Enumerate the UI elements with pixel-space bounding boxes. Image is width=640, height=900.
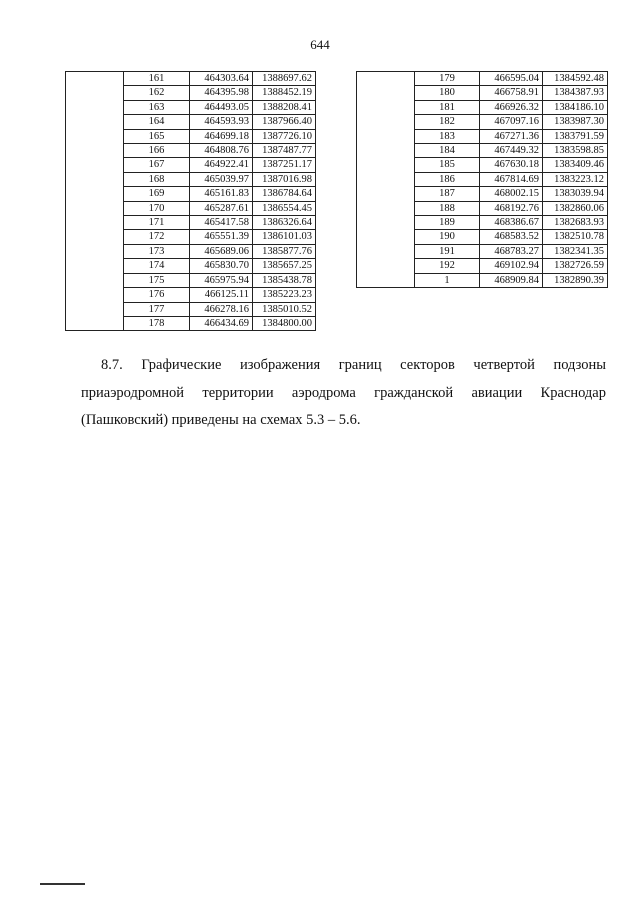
y-coordinate-cell: 1383409.46 bbox=[543, 158, 608, 172]
point-number-cell: 177 bbox=[124, 302, 190, 316]
point-number-cell: 178 bbox=[124, 316, 190, 330]
paragraph-line-2: приаэродромной территории аэродрома гражданской авиации Краснодар bbox=[81, 384, 606, 401]
blank-cell bbox=[66, 216, 124, 230]
x-coordinate-cell: 464303.64 bbox=[190, 72, 253, 86]
x-coordinate-cell: 465161.83 bbox=[190, 187, 253, 201]
table-row bbox=[66, 144, 316, 158]
y-coordinate-cell: 1385877.76 bbox=[253, 244, 316, 258]
x-coordinate-cell: 468909.84 bbox=[480, 273, 543, 287]
y-coordinate-cell: 1383791.59 bbox=[543, 129, 608, 143]
point-number-cell: 168 bbox=[124, 172, 190, 186]
y-coordinate-cell: 1382510.78 bbox=[543, 230, 608, 244]
point-number-cell: 170 bbox=[124, 201, 190, 215]
table-row bbox=[66, 86, 316, 100]
table-row bbox=[66, 302, 316, 316]
x-coordinate-cell: 468783.27 bbox=[480, 244, 543, 258]
point-number-cell: 172 bbox=[124, 230, 190, 244]
table-row bbox=[66, 172, 316, 186]
table-row bbox=[66, 288, 316, 302]
x-coordinate-cell: 466278.16 bbox=[190, 302, 253, 316]
y-coordinate-cell: 1384186.10 bbox=[543, 100, 608, 114]
x-coordinate-cell: 465830.70 bbox=[190, 259, 253, 273]
table-row bbox=[66, 244, 316, 258]
table-row bbox=[357, 172, 608, 186]
blank-cell bbox=[357, 129, 415, 143]
point-number-cell: 180 bbox=[415, 86, 480, 100]
blank-cell bbox=[66, 288, 124, 302]
blank-cell bbox=[357, 158, 415, 172]
blank-cell bbox=[357, 216, 415, 230]
blank-cell bbox=[66, 144, 124, 158]
x-coordinate-cell: 466125.11 bbox=[190, 288, 253, 302]
y-coordinate-cell: 1384387.93 bbox=[543, 86, 608, 100]
y-coordinate-cell: 1387966.40 bbox=[253, 115, 316, 129]
y-coordinate-cell: 1386326.64 bbox=[253, 216, 316, 230]
blank-cell bbox=[66, 259, 124, 273]
blank-cell bbox=[357, 144, 415, 158]
y-coordinate-cell: 1384800.00 bbox=[253, 316, 316, 330]
point-number-cell: 182 bbox=[415, 115, 480, 129]
point-number-cell: 181 bbox=[415, 100, 480, 114]
blank-cell bbox=[66, 172, 124, 186]
blank-cell bbox=[66, 230, 124, 244]
table-row bbox=[357, 115, 608, 129]
y-coordinate-cell: 1386784.64 bbox=[253, 187, 316, 201]
table-row bbox=[66, 100, 316, 114]
x-coordinate-cell: 464699.18 bbox=[190, 129, 253, 143]
y-coordinate-cell: 1388697.62 bbox=[253, 72, 316, 86]
blank-cell bbox=[66, 86, 124, 100]
point-number-cell: 191 bbox=[415, 244, 480, 258]
table-row bbox=[357, 230, 608, 244]
blank-cell bbox=[357, 230, 415, 244]
x-coordinate-cell: 465689.06 bbox=[190, 244, 253, 258]
point-number-cell: 171 bbox=[124, 216, 190, 230]
table-row bbox=[357, 158, 608, 172]
x-coordinate-cell: 465039.97 bbox=[190, 172, 253, 186]
bottom-rule bbox=[40, 883, 85, 885]
x-coordinate-cell: 468386.67 bbox=[480, 216, 543, 230]
blank-cell bbox=[66, 201, 124, 215]
y-coordinate-cell: 1382860.06 bbox=[543, 201, 608, 215]
table-row bbox=[66, 187, 316, 201]
table-row bbox=[66, 273, 316, 287]
point-number-cell: 167 bbox=[124, 158, 190, 172]
blank-cell bbox=[357, 259, 415, 273]
x-coordinate-cell: 468002.15 bbox=[480, 187, 543, 201]
table-row bbox=[66, 259, 316, 273]
point-number-cell: 188 bbox=[415, 201, 480, 215]
x-coordinate-cell: 467271.36 bbox=[480, 129, 543, 143]
blank-cell bbox=[357, 244, 415, 258]
y-coordinate-cell: 1383598.85 bbox=[543, 144, 608, 158]
x-coordinate-cell: 464808.76 bbox=[190, 144, 253, 158]
blank-cell bbox=[357, 86, 415, 100]
x-coordinate-cell: 464493.05 bbox=[190, 100, 253, 114]
y-coordinate-cell: 1382683.93 bbox=[543, 216, 608, 230]
y-coordinate-cell: 1384592.48 bbox=[543, 72, 608, 86]
paragraph-line-1: 8.7. Графические изображения границ секторов четвертой подзоны bbox=[101, 357, 606, 373]
table-row bbox=[357, 144, 608, 158]
x-coordinate-cell: 466758.91 bbox=[480, 86, 543, 100]
table-row bbox=[357, 259, 608, 273]
point-number-cell: 187 bbox=[415, 187, 480, 201]
table-row bbox=[357, 72, 608, 86]
x-coordinate-cell: 467449.32 bbox=[480, 144, 543, 158]
x-coordinate-cell: 466926.32 bbox=[480, 100, 543, 114]
y-coordinate-cell: 1387487.77 bbox=[253, 144, 316, 158]
point-number-cell: 162 bbox=[124, 86, 190, 100]
blank-cell bbox=[357, 273, 415, 287]
table-row bbox=[357, 273, 608, 287]
blank-cell bbox=[66, 115, 124, 129]
x-coordinate-cell: 464395.98 bbox=[190, 86, 253, 100]
point-number-cell: 165 bbox=[124, 129, 190, 143]
x-coordinate-cell: 467097.16 bbox=[480, 115, 543, 129]
blank-cell bbox=[357, 100, 415, 114]
point-number-cell: 174 bbox=[124, 259, 190, 273]
point-number-cell: 173 bbox=[124, 244, 190, 258]
point-number-cell: 163 bbox=[124, 100, 190, 114]
x-coordinate-cell: 468583.52 bbox=[480, 230, 543, 244]
y-coordinate-cell: 1385010.52 bbox=[253, 302, 316, 316]
x-coordinate-cell: 465975.94 bbox=[190, 273, 253, 287]
point-number-cell: 179 bbox=[415, 72, 480, 86]
table-row bbox=[66, 201, 316, 215]
table-row bbox=[357, 100, 608, 114]
table-row bbox=[66, 230, 316, 244]
point-number-cell: 166 bbox=[124, 144, 190, 158]
y-coordinate-cell: 1382890.39 bbox=[543, 273, 608, 287]
point-number-cell: 164 bbox=[124, 115, 190, 129]
x-coordinate-cell: 468192.76 bbox=[480, 201, 543, 215]
y-coordinate-cell: 1383987.30 bbox=[543, 115, 608, 129]
x-coordinate-cell: 466595.04 bbox=[480, 72, 543, 86]
table-row bbox=[357, 86, 608, 100]
y-coordinate-cell: 1385223.23 bbox=[253, 288, 316, 302]
y-coordinate-cell: 1385657.25 bbox=[253, 259, 316, 273]
coordinates-table-left bbox=[65, 71, 316, 331]
table-row bbox=[66, 129, 316, 143]
point-number-cell: 186 bbox=[415, 172, 480, 186]
blank-cell bbox=[66, 316, 124, 330]
x-coordinate-cell: 465287.61 bbox=[190, 201, 253, 215]
point-number-cell: 1 bbox=[415, 273, 480, 287]
table-row bbox=[66, 115, 316, 129]
x-coordinate-cell: 465417.58 bbox=[190, 216, 253, 230]
point-number-cell: 192 bbox=[415, 259, 480, 273]
x-coordinate-cell: 469102.94 bbox=[480, 259, 543, 273]
paragraph-line-3: (Пашковский) приведены на схемах 5.3 – 5.6. bbox=[81, 412, 361, 428]
table-row bbox=[66, 72, 316, 86]
page-number: 644 bbox=[310, 37, 330, 52]
point-number-cell: 185 bbox=[415, 158, 480, 172]
blank-cell bbox=[357, 201, 415, 215]
y-coordinate-cell: 1382341.35 bbox=[543, 244, 608, 258]
y-coordinate-cell: 1386554.45 bbox=[253, 201, 316, 215]
table-row bbox=[357, 187, 608, 201]
x-coordinate-cell: 467814.69 bbox=[480, 172, 543, 186]
y-coordinate-cell: 1383039.94 bbox=[543, 187, 608, 201]
table-row bbox=[66, 216, 316, 230]
blank-cell bbox=[66, 273, 124, 287]
point-number-cell: 183 bbox=[415, 129, 480, 143]
y-coordinate-cell: 1388452.19 bbox=[253, 86, 316, 100]
y-coordinate-cell: 1387251.17 bbox=[253, 158, 316, 172]
y-coordinate-cell: 1386101.03 bbox=[253, 230, 316, 244]
point-number-cell: 176 bbox=[124, 288, 190, 302]
blank-cell bbox=[357, 187, 415, 201]
point-number-cell: 175 bbox=[124, 273, 190, 287]
blank-cell bbox=[357, 72, 415, 86]
table-row bbox=[66, 158, 316, 172]
point-number-cell: 184 bbox=[415, 144, 480, 158]
point-number-cell: 189 bbox=[415, 216, 480, 230]
y-coordinate-cell: 1387016.98 bbox=[253, 172, 316, 186]
point-number-cell: 169 bbox=[124, 187, 190, 201]
blank-cell bbox=[66, 129, 124, 143]
blank-cell bbox=[66, 244, 124, 258]
x-coordinate-cell: 464593.93 bbox=[190, 115, 253, 129]
table-row bbox=[66, 316, 316, 330]
y-coordinate-cell: 1385438.78 bbox=[253, 273, 316, 287]
point-number-cell: 161 bbox=[124, 72, 190, 86]
y-coordinate-cell: 1383223.12 bbox=[543, 172, 608, 186]
blank-cell bbox=[66, 302, 124, 316]
blank-cell bbox=[66, 158, 124, 172]
table-row bbox=[357, 244, 608, 258]
blank-cell bbox=[66, 100, 124, 114]
table-row bbox=[357, 201, 608, 215]
y-coordinate-cell: 1387726.10 bbox=[253, 129, 316, 143]
x-coordinate-cell: 465551.39 bbox=[190, 230, 253, 244]
coordinates-table-right bbox=[356, 71, 608, 288]
x-coordinate-cell: 464922.41 bbox=[190, 158, 253, 172]
blank-cell bbox=[357, 115, 415, 129]
blank-cell bbox=[357, 172, 415, 186]
x-coordinate-cell: 466434.69 bbox=[190, 316, 253, 330]
y-coordinate-cell: 1382726.59 bbox=[543, 259, 608, 273]
point-number-cell: 190 bbox=[415, 230, 480, 244]
y-coordinate-cell: 1388208.41 bbox=[253, 100, 316, 114]
x-coordinate-cell: 467630.18 bbox=[480, 158, 543, 172]
paragraph-8-7 bbox=[81, 352, 606, 435]
blank-cell bbox=[66, 187, 124, 201]
table-row bbox=[357, 216, 608, 230]
blank-cell bbox=[66, 72, 124, 86]
table-row bbox=[357, 129, 608, 143]
